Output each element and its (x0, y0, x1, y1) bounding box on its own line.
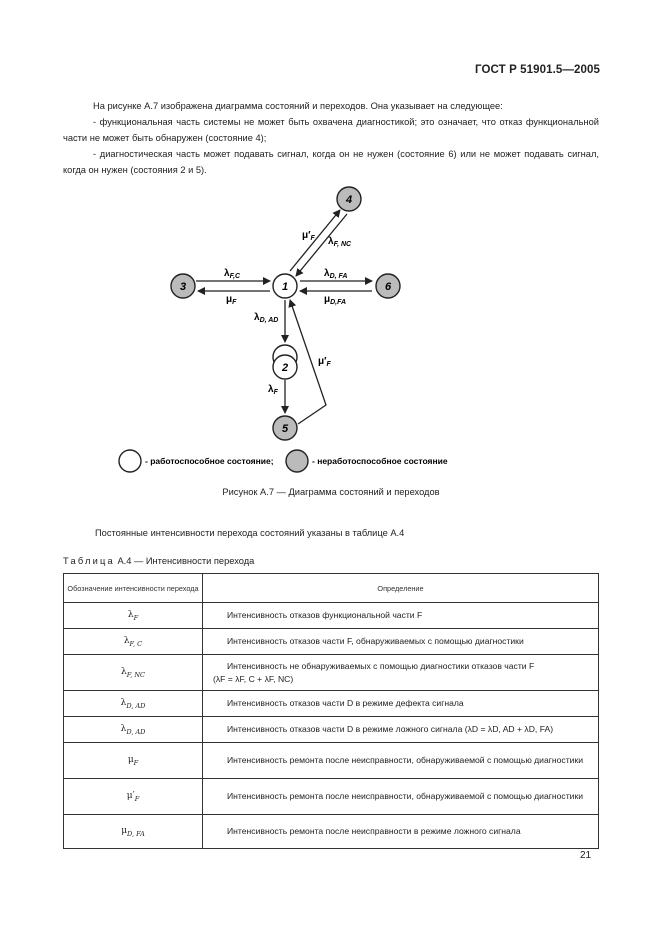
legend-inoperable-symbol (286, 450, 308, 472)
state-4-label: 4 (345, 194, 353, 206)
table-row (64, 743, 599, 779)
legend-operable-symbol (119, 450, 141, 472)
row-symbol: $\lambda_{D, AD}$ (64, 717, 203, 743)
intensity-table (63, 573, 599, 849)
table-row (64, 603, 599, 629)
label-lambda-f: $\lambda_F$ (268, 384, 278, 396)
state-5-label: 5 (281, 423, 289, 435)
label-lambda-fc: $\lambda_{F,C}$ (224, 268, 241, 280)
intro-item-2: - диагностическая часть может подавать сигнал, когда он не нужен (состояние 6) или не может подавать сигнал, когда он нужен (состояния 2 и 5). (63, 149, 599, 175)
label-mu-f: $\mu_F$ (226, 294, 237, 306)
table-title-rest: А.4 — Интенсивности перехода (114, 556, 255, 566)
legend-operable-text: - работоспособное состояние; (145, 456, 274, 466)
table-header-definition: Определение (203, 574, 599, 603)
intro-text: На рисунке А.7 изображена диаграмма состояний и переходов. Она указывает на следующее: (93, 101, 503, 111)
state-diagram (110, 182, 470, 482)
label-mu-f-prime-top: $\mu'_F$ (302, 230, 315, 242)
row-symbol: $\lambda_F$ (64, 603, 203, 629)
row-definition: Интенсивность ремонта после неисправности в режиме ложного сигнала (203, 815, 599, 849)
page-number: 21 (580, 850, 592, 861)
document-header: ГОСТ Р 51901.5—2005 (475, 64, 600, 76)
table-row (64, 815, 599, 849)
constants-text: Постоянные интенсивности перехода состояний указаны в таблице А.4 (95, 528, 405, 538)
figure-caption: Рисунок А.7 — Диаграмма состояний и переходов (222, 487, 440, 497)
row-definition: Интенсивность не обнаруживаемых с помощью диагностики отказов части F (λF = λF, C + λF, NC) (203, 655, 599, 691)
row-symbol: $\mu_F$ (64, 743, 203, 779)
row-symbol: $\lambda_{F, C}$ (64, 629, 203, 655)
intro-item-1: - функциональная часть системы не может быть охвачена диагностикой; это означает, что отказ функциональной части не может быть обнаружен (состояние 4); (63, 117, 599, 143)
row-definition: Интенсивность ремонта после неисправности, обнаруживаемой с помощью диагностики (203, 779, 599, 815)
row-definition: Интенсивность отказов функциональной части F (203, 603, 599, 629)
table-row (64, 629, 599, 655)
table-row (64, 655, 599, 691)
row-symbol: $\mu_{D, FA}$ (64, 815, 203, 849)
label-lambda-fnc: $\lambda_{F, NC}$ (328, 236, 352, 248)
state-3-label: 3 (179, 281, 187, 293)
row-definition: Интенсивность отказов части D в режиме ложного сигнала (λD = λD, AD + λD, FA) (203, 717, 599, 743)
intro-line (63, 98, 599, 114)
state-2-label: 2 (281, 362, 289, 374)
table-title (63, 556, 254, 566)
state-6-label: 6 (384, 281, 392, 293)
label-mu-f-prime: $\mu'_F$ (318, 356, 331, 368)
table-row (64, 717, 599, 743)
table-title-word: Таблица (63, 556, 115, 566)
row-definition: Интенсивность отказов части D в режиме дефекта сигнала (203, 691, 599, 717)
table-row (64, 779, 599, 815)
row-symbol: $\mu'_F$ (64, 779, 203, 815)
row-definition: Интенсивность отказов части F, обнаруживаемых с помощью диагностики (203, 629, 599, 655)
state-1-label: 1 (281, 281, 289, 293)
label-lambda-dfa: $\lambda_{D, FA}$ (324, 268, 348, 280)
table-row (64, 691, 599, 717)
legend-inoperable-text: - неработоспособное состояние (312, 456, 448, 466)
row-definition: Интенсивность ремонта после неисправности, обнаруживаемой с помощью диагностики (203, 743, 599, 779)
label-lambda-dad: $\lambda_{D, AD}$ (254, 312, 279, 324)
row-symbol: $\lambda_{D, AD}$ (64, 691, 203, 717)
row-symbol: $\lambda_{F, NC}$ (64, 655, 203, 691)
table-header-symbol: Обозначение интенсивности перехода (64, 574, 203, 603)
label-mu-dfa: $\mu_{D,FA}$ (324, 294, 347, 306)
